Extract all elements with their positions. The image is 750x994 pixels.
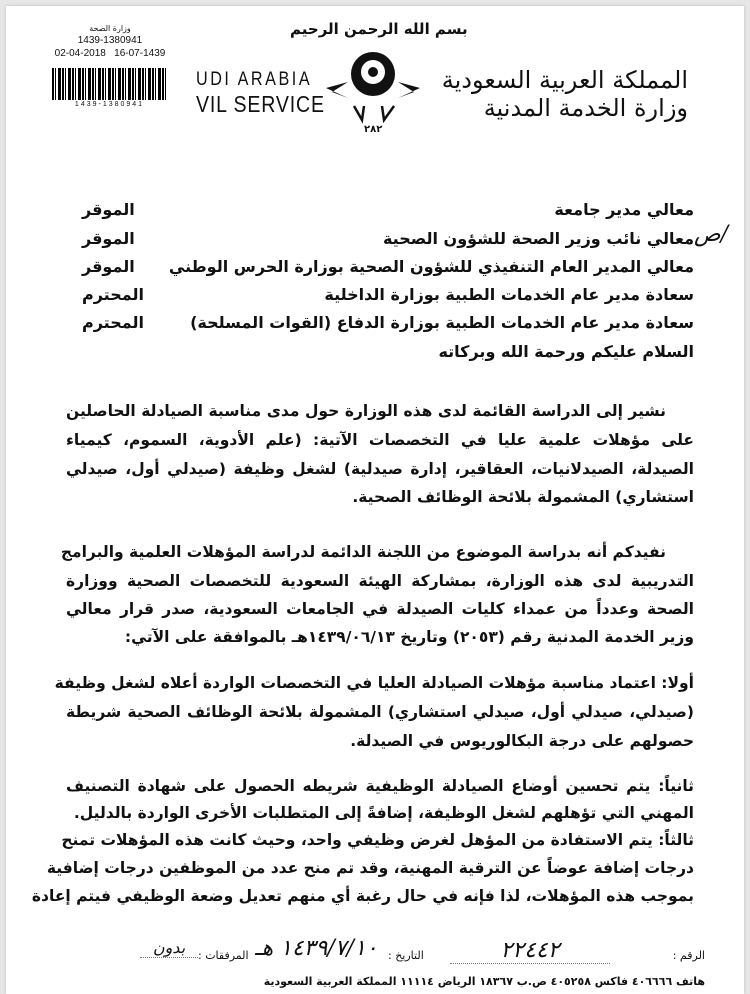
footer-attachments-label: المرفقات : <box>198 949 249 962</box>
addressee-honorific: المحترم <box>82 285 144 304</box>
paragraph-line: أولا: اعتماد مناسبة مؤهلات الصيادلة العليا في التخصصات الواردة أعلاه لشغل وظيفة <box>54 674 694 692</box>
paragraph-line: نشير إلى الدراسة القائمة لدى هذه الوزارة حول مدى مناسبة الصيادلة الحاصلين <box>66 402 666 420</box>
stamp-number: 1439-1380941 <box>77 35 143 46</box>
addressee-honorific: الموقر <box>82 200 135 219</box>
footer-contact: هاتف ٤٠٦٦٦٦ فاكس ٤٠٥٢٥٨ ص.ب ١٨٣٦٧ الرياض ١١١١٤ المملكة العربية السعودية <box>263 975 705 988</box>
paragraph-line: ثانياً: يتم تحسين أوضاع الصيادلة الوظيفية شريطه الحصول على شهادة التصنيف <box>66 777 694 795</box>
paragraph-line: المهني التي تؤهلهم لشغل الوظيفة، إضافةً إلى المتطلبات الأخرى الواردة بالدليل. <box>73 804 694 822</box>
paragraph-line: (صيدلي، صيدلي أول، صيدلي استشاري) المشمولة بلائحة الوظائف الصحية شريطة <box>66 703 694 721</box>
paragraph-line: ثالثاً: يتم الاستفادة من المؤهل لغرض وظيفي واحد، وحيث كانت هذه المؤهلات تمنح <box>61 831 694 849</box>
addressee-honorific: الموقر <box>82 229 135 248</box>
logo-arabic <box>442 66 688 122</box>
addressee-title: معالي نائب وزير الصحة للشؤون الصحية <box>382 229 694 248</box>
emblem-number: ٢٨٢ <box>364 124 383 135</box>
paragraph-line: بموجب هذه المؤهلات، لذا فإنه في حال رغبة أي منهم تعديل وضعة الوظيفي فيتم إعادة <box>31 887 694 905</box>
footer-date-value: ١٤٣٩/٧/١٠ هـ <box>255 936 378 961</box>
basmala: بسم الله الرحمن الرحيم <box>290 20 468 38</box>
greeting: السلام عليكم ورحمة الله وبركاته <box>438 342 694 361</box>
footer-number-value: ٢٢٤٤٢ <box>450 938 610 964</box>
handwritten-mark: ص/ <box>693 222 728 247</box>
paragraph-line: على مؤهلات علمية عليا في التخصصات الآتية: (علم الأدوية، السموم، كيمياء <box>66 431 694 449</box>
incoming-stamp <box>45 24 175 59</box>
barcode <box>52 68 167 100</box>
stamp-ministry: وزارة الصحة <box>89 24 131 33</box>
footer-number-label: الرقم : <box>672 949 705 962</box>
addressee-title: معالي المدير العام التنفيذي للشؤون الصحية بوزارة الحرس الوطني <box>168 257 694 276</box>
barcode-text: 1439-1380941 <box>74 101 145 108</box>
paragraph-line: درجات إضافة عوضاً عن الترقية المهنية، وقد تم منح عدد من الموظفين درجات إضافية <box>46 859 694 877</box>
paragraph-line: نفيدكم أنه بدراسة الموضوع من اللجنة الدائمة لدراسة المؤهلات العلمية والبرامج <box>60 543 666 561</box>
paragraph-line: الصحة وعدداً من عمداء كليات الصيدلة في الجامعات السعودية، صدر قرار معالي <box>66 600 694 618</box>
paragraph-line: استشاري) المشمولة بلائحة الوظائف الصحية. <box>352 488 694 506</box>
paragraph-line: حصولهم على درجة البكالوريوس في الصيدلة. <box>350 732 694 750</box>
logo-ar-line1: المملكة العربية السعودية <box>441 66 688 94</box>
paragraph-line: الصيدلة، الصيدلانيات، العقاقير، إدارة صيدلية) لشغل وظيفة (صيدلي أول، صيدلي <box>66 460 694 478</box>
addressee-title: معالي مدير جامعة <box>554 200 694 219</box>
addressee-title: سعادة مدير عام الخدمات الطبية بوزارة الدفاع (القوات المسلحة) <box>190 313 694 332</box>
logo-en-line1: UDI ARABIA <box>196 69 313 90</box>
footer-date-label: التاريخ : <box>388 949 424 962</box>
emblem-icon <box>318 46 428 126</box>
addressee-honorific: المحترم <box>82 313 144 332</box>
addressee-honorific: الموقر <box>82 257 135 276</box>
addressee-title: سعادة مدير عام الخدمات الطبية بوزارة الداخلية <box>324 285 694 304</box>
paragraph-line: التدريبية لدى هذه الوزارة، بمشاركة الهيئة السعودية للتخصصات الصحية ووزارة <box>66 572 694 590</box>
logo-ar-line2: وزارة الخدمة المدنية <box>483 94 688 122</box>
footer-attachments-value: بدون <box>140 938 198 958</box>
stamp-dates: 02-04-2018 16-07-1439 <box>54 48 166 59</box>
logo-en-line2: VIL SERVICE <box>196 91 325 117</box>
paragraph-line: وزير الخدمة المدنية رقم (٢٠٥٣) وتاريخ ١٤٣٩/٠٦/١٣هـ بالموافقة على الآتي: <box>124 628 694 646</box>
